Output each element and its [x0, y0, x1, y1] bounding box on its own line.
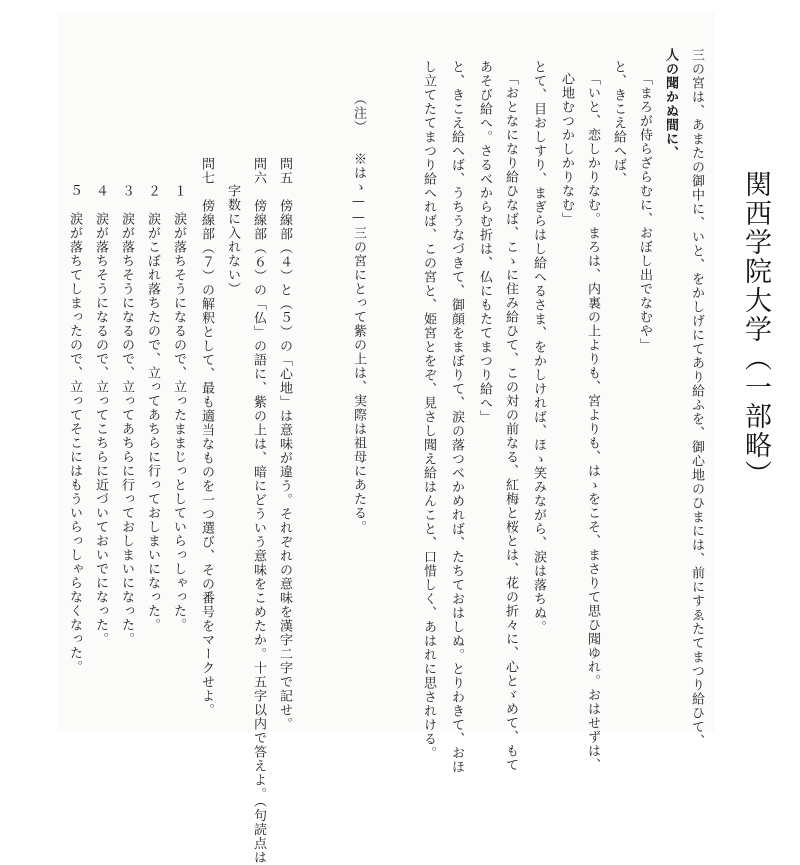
option-4: ４ 涙が落ちそうになるので、立ってこちらに近づいておいでになった。 [93, 184, 108, 646]
passage-line-8: 「おとなになり給ひなば、こゝに住み給ひて、この対の前なる、紅梅と桜とは、花の折々に、心とゞめて、もて [503, 72, 518, 772]
passage-line-1: 三の宮は、あまたの御中に、いと、をかしげにてあり給ふを、御心地のひまには、前にすゑたてまつり給ひて、 [689, 48, 704, 748]
passage-line-9: あそび給へ。さるべからむ折は、仏にもたてまつり給へ」 [477, 60, 492, 424]
option-5: ５ 涙が落ちてしまったので、立ってそこにはもういらっしゃらなくなった。 [67, 184, 82, 674]
note-text: ※はゝ——三の宮にとって紫の上は、実際は祖母にあたる。 [351, 152, 366, 534]
passage-line-6: 心地むつかしかりなむ」 [559, 72, 574, 226]
question-7: 問七 傍線部（７）の解釈として、最も適当なものを一つ選び、その番号をマークせよ。 [199, 157, 214, 717]
passage-line-7: とて、目おしすり、まぎらはし給へるさま、をかしければ、ほゝ笑みながら、涙は落ちぬ。 [531, 60, 546, 634]
school-title: 関西学院大学（一部略） [740, 170, 771, 489]
passage-line-11: し立てたてまつり給へれば、この宮と、姫宮とをぞ、見さし聞え給はんこと、口惜しく、あはれに思されける。 [421, 60, 436, 760]
question-5: 問五 傍線部（４）と（５）の「心地」は意味が違う。それぞれの意味を漢字二字で記せ。 [277, 157, 292, 731]
note-label: （注） [351, 92, 366, 134]
passage-line-4: と、きこえ給へば、 [611, 60, 626, 186]
passage-line-3: 「まろが侍らざらむに、おぼし出でなむや」 [637, 72, 652, 352]
question-6: 問六 傍線部（６）の「仏」の語に、紫の上は、暗にどういう意味をこめたか。十五字以内で答えよ。（句読点は [251, 157, 266, 865]
passage-line-10: と、きこえ給へば、うちうなづきて、御顔をまぼりて、涙の落つべかめれば、たちておはしぬ。とりわきて、おほ [449, 60, 464, 774]
option-2: ２ 涙がこぼれ落ちたので、立ってあちらに行っておしまいになった。 [145, 184, 160, 632]
option-3: ３ 涙が落ちそうになるので、立ってあちらに行っておしまいになった。 [119, 184, 134, 646]
exam-scan [58, 12, 715, 865]
option-1: １ 涙が落ちそうになるので、立ったままじっとしていらっしゃった。 [171, 184, 186, 632]
passage-line-2: 人の聞かぬ間に、 [663, 48, 678, 160]
passage-line-5: 「いと、恋しかりなむ。まろは、内裏の上よりも、宮よりも、はゝをこそ、まさりて思ひ聞ゆれ。おはせずは、 [585, 72, 600, 772]
question-6-cont: 字数に入れない） [225, 184, 240, 296]
